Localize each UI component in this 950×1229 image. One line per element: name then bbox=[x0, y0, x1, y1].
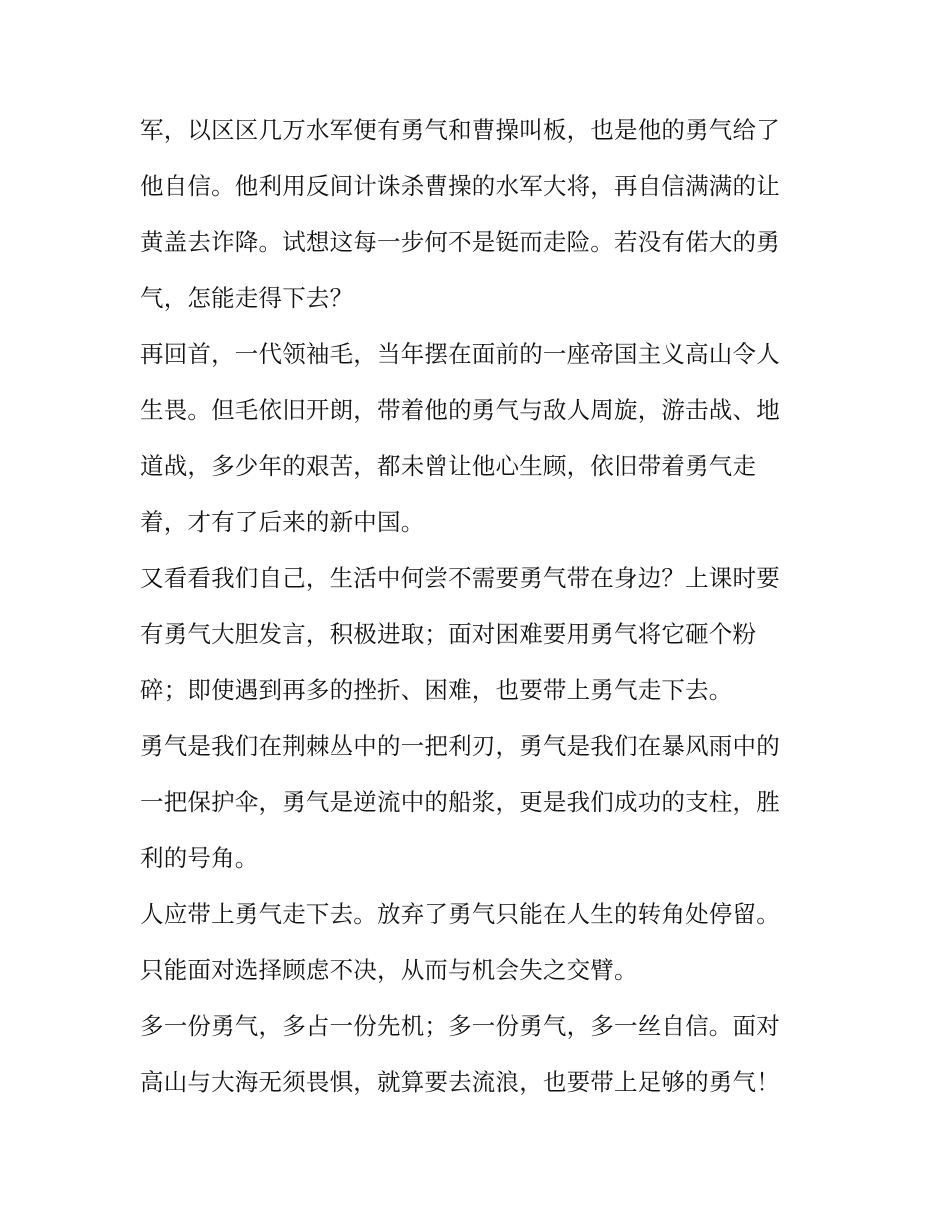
text-line: 他自信。他利用反间计诛杀曹操的水军大将，再自信满满的让 bbox=[140, 172, 780, 200]
text-line: 黄盖去诈降。试想这每一步何不是铤而走险。若没有偌大的勇 bbox=[140, 228, 780, 256]
text-line: 利的号角。 bbox=[140, 844, 259, 872]
text-line: 人应带上勇气走下去。放弃了勇气只能在人生的转角处停留。 bbox=[140, 900, 780, 928]
text-line: 高山与大海无须畏惧，就算要去流浪，也要带上足够的勇气！ bbox=[140, 1068, 780, 1096]
text-line: 着，才有了后来的新中国。 bbox=[140, 508, 425, 536]
text-line: 军，以区区几万水军便有勇气和曹操叫板，也是他的勇气给了 bbox=[140, 116, 780, 144]
text-line: 勇气是我们在荆棘丛中的一把利刃，勇气是我们在暴风雨中的 bbox=[140, 732, 780, 760]
text-line: 再回首，一代领袖毛，当年摆在面前的一座帝国主义高山令人 bbox=[140, 340, 780, 368]
text-line: 一把保护伞，勇气是逆流中的船浆，更是我们成功的支柱，胜 bbox=[140, 788, 780, 816]
text-line: 气，怎能走得下去？ bbox=[140, 284, 354, 312]
text-line: 多一份勇气，多占一份先机；多一份勇气，多一丝自信。面对 bbox=[140, 1012, 780, 1040]
text-line: 道战，多少年的艰苦，都未曾让他心生顾，依旧带着勇气走 bbox=[140, 452, 757, 480]
document-page bbox=[140, 110, 820, 1118]
text-line: 又看看我们自己，生活中何尝不需要勇气带在身边？上课时要 bbox=[140, 564, 780, 592]
text-line: 生畏。但毛依旧开朗，带着他的勇气与敌人周旋，游击战、地 bbox=[140, 396, 780, 424]
text-line: 只能面对选择顾虑不决，从而与机会失之交臂。 bbox=[140, 956, 638, 984]
text-line: 有勇气大胆发言，积极进取；面对困难要用勇气将它砸个粉 bbox=[140, 620, 757, 648]
text-line: 碎；即使遇到再多的挫折、困难，也要带上勇气走下去。 bbox=[140, 676, 733, 704]
